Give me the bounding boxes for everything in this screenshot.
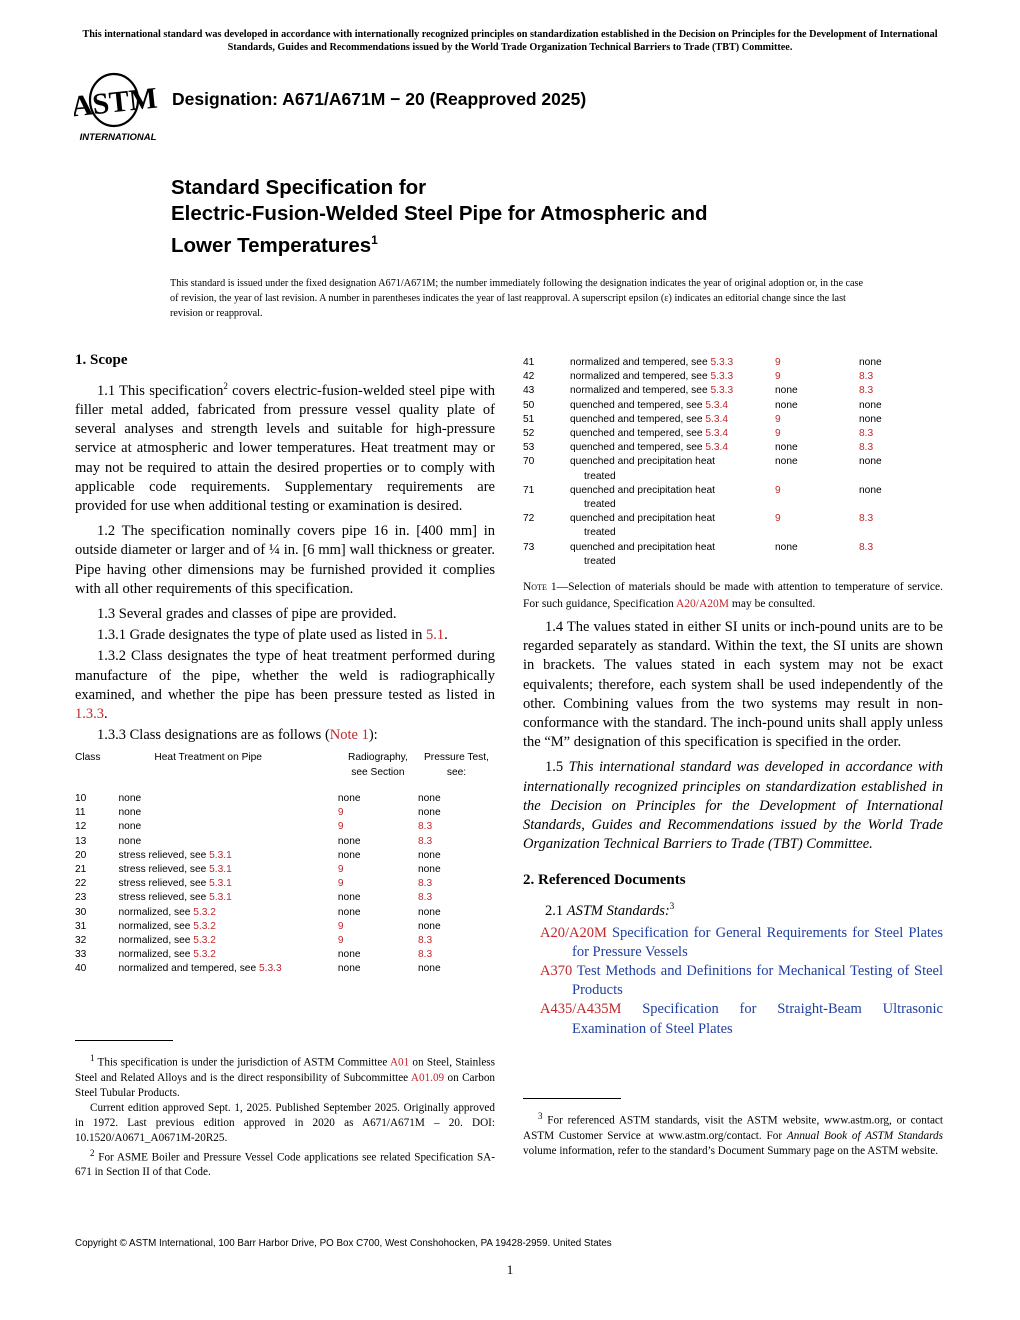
reference-item <box>540 1000 943 1038</box>
header-heat: Heat Treatment on Pipe <box>154 752 262 764</box>
class-cell: 71 <box>523 484 535 496</box>
heat-treatment-cell: none <box>118 821 142 833</box>
class-cell: 22 <box>75 878 87 890</box>
pressure-test-cell: 8.3 <box>859 385 874 397</box>
reference-code-link[interactable]: A435/A435M <box>540 1001 622 1018</box>
class-table-left-row <box>75 891 495 905</box>
section-link[interactable]: 5.3.4 <box>705 399 729 411</box>
class-table-left-row <box>75 849 495 863</box>
header-radiography: Radiography, see Section <box>347 752 408 778</box>
logo-letters: ASTM <box>74 81 159 124</box>
heat-treatment-cell: normalized, see 5.3.2 <box>118 934 216 946</box>
class-table-right-row <box>523 356 943 370</box>
class-cell: 10 <box>75 792 87 804</box>
class-cell: 41 <box>523 357 535 368</box>
radiography-cell: none <box>337 963 361 975</box>
class-table-left <box>75 751 495 976</box>
radiography-cell: none <box>775 541 798 553</box>
heat-treatment-cell: quenched and tempered, see 5.3.4 <box>570 413 729 425</box>
class-table-right-row <box>523 399 943 413</box>
pressure-test-cell: none <box>417 963 441 975</box>
section-link[interactable]: 5.3.2 <box>193 949 216 961</box>
class-table-right-row <box>523 484 943 512</box>
class-table-left-row <box>75 962 495 976</box>
class-cell: 13 <box>75 835 87 847</box>
radiography-cell: 9 <box>337 863 344 875</box>
class-cell: 73 <box>523 541 535 553</box>
heat-treatment-cell: quenched and precipitation heat treated <box>570 484 775 512</box>
class-cell: 21 <box>75 863 87 875</box>
footnote-3-mark[interactable]: 3 <box>669 901 675 912</box>
heat-treatment-cell: none <box>118 835 142 847</box>
pressure-test-cell: none <box>859 413 882 425</box>
link-1-3-3[interactable]: 1.3.3 <box>75 706 104 723</box>
pressure-test-cell: 8.3 <box>417 892 433 904</box>
para-1-4: 1.4 The values stated in either SI units or inch-pound units are to be regarded separately as standard. Within the text, the SI units are shown in brackets. The values stated in each system may not be exact equivalents; therefore, each system shall be used independently of the other. Combining values from the two systems may result in non-conformance with the standard. The inch-pound units shall apply unless the “M” designation of this specification is specified in the order. <box>523 619 943 751</box>
issuance-note: This standard is issued under the fixed designation A671/A671M; the number immediately following the designation indicates the year of original adoption or, in the case of revision, the year of last revision. A number in parentheses indicates the year of last reapproval. A superscript epsilon (ε) indicates an editorial change since the last revision or reapproval. <box>170 278 864 319</box>
reference-title[interactable]: Test Methods and Definitions for Mechanical Testing of Steel Products <box>572 962 943 999</box>
heat-treatment-cell: stress relieved, see 5.3.1 <box>118 892 232 904</box>
section-link[interactable]: 5.3.2 <box>193 934 216 946</box>
class-table-left-row <box>75 820 495 834</box>
radiography-cell: 9 <box>775 413 781 425</box>
pressure-test-cell: none <box>417 863 441 875</box>
class-table-right-row <box>523 512 943 540</box>
pressure-test-cell: 8.3 <box>417 878 433 890</box>
class-cell: 32 <box>75 934 87 946</box>
heat-treatment-cell: normalized, see 5.3.2 <box>118 906 216 918</box>
header-pressure: Pressure Test, see: <box>424 752 489 778</box>
class-cell: 50 <box>523 399 535 411</box>
footnote-1-edition: Current edition approved Sept. 1, 2025. Published September 2025. Originally approved in 1972. Last previous edition approved in 2020 as A671/A671M – 20. DOI: 10.1520/A0671_A0671M-20R25. <box>75 1101 495 1144</box>
radiography-cell: 9 <box>775 513 781 525</box>
pressure-test-cell: none <box>417 920 441 932</box>
para-1-3: 1.3 Several grades and classes of pipe are provided. <box>97 606 397 623</box>
class-table-right-row <box>523 541 943 569</box>
radiography-cell: none <box>775 399 798 411</box>
section-link[interactable]: 5.3.2 <box>193 920 216 932</box>
class-table-right-row <box>523 441 943 455</box>
pressure-test-cell: 8.3 <box>859 513 874 525</box>
class-cell: 51 <box>523 413 535 425</box>
reference-title[interactable]: Specification for Straight-Beam Ultrasonic Examination of Steel Plates <box>572 1001 943 1037</box>
pressure-test-cell: 8.3 <box>859 371 874 383</box>
title-line-3 <box>171 227 871 259</box>
pressure-test-cell: none <box>859 484 882 496</box>
class-cell: 70 <box>523 456 535 468</box>
radiography-cell: 9 <box>337 821 344 833</box>
para-1-3-3: 1.3.3 Class designations are as follows (Note 1): <box>97 727 378 744</box>
heat-treatment-cont: treated <box>584 499 616 511</box>
referenced-heading: 2. Referenced Documents <box>523 872 686 889</box>
class-cell: 72 <box>523 513 535 525</box>
footnote-1: $^1$ This specification is under the jurisdiction of ASTM Committee A01 on Steel, Stainless Steel and Related Alloys and is the direct responsibility of Subcommittee A01.09 on Carbon Steel Tubular Products. <box>75 1053 496 1099</box>
class-table-left-row <box>75 934 495 948</box>
heat-treatment-cell: normalized and tempered, see 5.3.3 <box>118 963 282 975</box>
class-cell: 52 <box>523 428 535 440</box>
class-cell: 20 <box>75 849 87 861</box>
note-1: Note 1—Selection of materials should be made with attention to temperature of service. For such guidance, Specification A20/A20M may be consulted. <box>523 581 943 610</box>
section-link[interactable]: 5.3.4 <box>705 413 729 425</box>
reference-item <box>540 924 943 962</box>
copyright-footer: Copyright © ASTM International, 100 Barr Harbor Drive, PO Box C700, West Conshohocken, PA 19428-2959. United States <box>75 1238 612 1249</box>
para-1-5: 1.5 This international standard was developed in accordance with internationally recognized principles on standardization established in the Decision on Principles for the Development of International Standards, Guides and Recommendations issued by the World Trade Organization Technical Barriers to Trade (TBT) Committee. <box>523 759 943 853</box>
link-5-1[interactable]: 5.1 <box>425 627 445 644</box>
pressure-test-cell: 8.3 <box>417 835 433 847</box>
footnotes-left <box>75 1040 495 1180</box>
class-table-left-row <box>75 806 495 820</box>
section-link[interactable]: 5.3.3 <box>258 963 282 975</box>
radiography-cell: none <box>775 385 798 397</box>
class-cell: 33 <box>75 949 87 961</box>
heat-treatment-cell: stress relieved, see 5.3.1 <box>118 863 232 875</box>
class-cell: 23 <box>75 892 87 904</box>
pressure-test-cell: none <box>859 357 882 368</box>
link-a01-09[interactable]: A01.09 <box>410 1071 445 1084</box>
class-table-right-row <box>523 413 943 427</box>
class-table-right-row <box>523 370 943 384</box>
class-table-right-row <box>523 455 943 483</box>
section-link[interactable]: 5.3.2 <box>193 906 216 918</box>
section-link[interactable]: 5.3.4 <box>705 442 729 454</box>
radiography-cell: none <box>337 792 361 804</box>
reference-code-link[interactable]: A370 <box>540 962 573 979</box>
heat-treatment-cell: quenched and precipitation heat treated <box>570 455 775 483</box>
astm-logo <box>74 72 160 144</box>
pressure-test-cell: 8.3 <box>859 428 874 440</box>
reference-item <box>540 962 943 1000</box>
class-table-right <box>523 356 943 569</box>
heat-treatment-cell: stress relieved, see 5.3.1 <box>118 849 232 861</box>
pressure-test-cell: 8.3 <box>417 821 433 833</box>
para-1-1: 1.1 This specification$^2$ covers electric-fusion-welded steel pipe with filler metal added, fabricated from pressure vessel quality plate of several analyses and strength levels and suitable for high-pressure service at atmospheric and lower temperatures. Heat treatment may or may not be required to attain the desired properties or to comply with applicable code requirements. Supplementary requirements are provided for use when additional testing or examination is desired. <box>75 381 495 515</box>
class-table-left-row <box>75 863 495 877</box>
class-cell: 40 <box>75 963 87 975</box>
section-link[interactable]: 5.3.3 <box>710 357 734 368</box>
para-1-3-1: 1.3.1 Grade designates the type of plate used as listed in 5.1. <box>97 627 448 644</box>
heat-treatment-cell: stress relieved, see 5.3.1 <box>118 878 232 890</box>
class-cell: 42 <box>523 371 535 383</box>
heat-treatment-cont: treated <box>584 555 616 567</box>
section-link[interactable]: 5.3.3 <box>710 371 734 383</box>
astm-logo-icon <box>74 72 160 144</box>
section-link[interactable]: 5.3.1 <box>209 849 232 861</box>
radiography-cell: 9 <box>775 357 781 368</box>
class-table-right-row <box>523 384 943 398</box>
radiography-cell: 9 <box>775 484 781 496</box>
logo-subtext: INTERNATIONAL <box>79 132 157 143</box>
reference-code-link[interactable]: A20/A20M <box>540 924 607 941</box>
footnote-3: $^3$ For referenced ASTM standards, visit the ASTM website, www.astm.org, or contact ASTM Customer Service at www.astm.org/contact. For Annual Book of ASTM Standards volume information, refer to the standard’s Document Summary page on the ASTM website. <box>523 1111 943 1157</box>
radiography-cell: none <box>337 835 361 847</box>
reference-title[interactable]: Specification for General Requirements for Steel Plates for Pressure Vessels <box>572 924 943 960</box>
title-line-3-text: Lower Temperatures <box>171 233 372 257</box>
pressure-test-cell: none <box>417 849 441 861</box>
title-line-1: Standard Specification for <box>171 176 427 199</box>
document-title <box>171 175 871 259</box>
designation: Designation: A671/A671M − 20 (Reapproved 2025) <box>172 89 587 109</box>
heat-treatment-cell: normalized and tempered, see 5.3.3 <box>570 385 734 397</box>
para-1-2: 1.2 The specification nominally covers pipe 16 in. [400 mm] in outside diameter or larger and of ¼ in. [6 mm] wall thickness or greater. Pipe having other dimensions may be furnished provided it complies with all other requirements of this specification. <box>75 523 495 597</box>
scope-heading: 1. Scope <box>75 352 128 368</box>
pressure-test-cell: 8.3 <box>417 934 433 946</box>
section-link[interactable]: 5.3.1 <box>209 863 232 875</box>
heat-treatment-cell: normalized and tempered, see 5.3.3 <box>570 357 734 368</box>
section-link[interactable]: 5.3.1 <box>209 892 232 904</box>
radiography-cell: 9 <box>337 920 344 932</box>
para-1-3-2: 1.3.2 Class designates the type of heat treatment performed during manufacture of the pipe, whether the weld is radiographically examined, and whether the pipe has been pressure tested as listed in 1.3.3. <box>75 648 495 723</box>
title-footnote-mark[interactable]: 1 <box>371 233 378 247</box>
pressure-test-cell: 8.3 <box>859 442 874 454</box>
heat-treatment-cell: quenched and precipitation heat treated <box>570 512 775 540</box>
section-link[interactable]: 5.3.4 <box>705 428 729 440</box>
section-link[interactable]: 5.3.1 <box>209 878 232 890</box>
heat-treatment-cell: none <box>118 792 142 804</box>
pressure-test-cell: none <box>859 456 882 468</box>
footnote-rule <box>75 1040 173 1041</box>
radiography-cell: none <box>337 849 361 861</box>
class-table-header <box>75 751 495 779</box>
heat-treatment-cont: treated <box>584 470 616 482</box>
title-line-2: Electric-Fusion-Welded Steel Pipe for Atmospheric and <box>171 202 708 225</box>
class-table-left-row <box>75 948 495 962</box>
heat-treatment-cell: normalized, see 5.3.2 <box>118 949 216 961</box>
class-cell: 43 <box>523 385 535 397</box>
heat-treatment-cell: quenched and tempered, see 5.3.4 <box>570 428 729 440</box>
class-cell: 12 <box>75 821 87 833</box>
radiography-cell: 9 <box>337 934 344 946</box>
radiography-cell: 9 <box>775 428 781 440</box>
pressure-test-cell: none <box>417 906 441 918</box>
heat-treatment-cell: normalized, see 5.3.2 <box>118 920 216 932</box>
header-class: Class <box>75 752 101 764</box>
top-notice: This international standard was developed in accordance with internationally recognized principles on standardization established in the Decision on Principles for the Development of International Standards, Guides and Recommendations issued by the World Trade Organization Technical Barriers to Trade (TBT) Committee. <box>82 29 938 53</box>
note-1-label: Note 1 <box>523 581 557 594</box>
footnote-2: $^2$ For ASME Boiler and Pressure Vessel Code applications see related Specification SA-671 in Section II of that Code. <box>75 1147 495 1179</box>
pressure-test-cell: 8.3 <box>859 541 874 553</box>
heat-treatment-cell: quenched and tempered, see 5.3.4 <box>570 399 729 411</box>
right-column <box>523 356 943 1039</box>
class-table-left-row <box>75 835 495 849</box>
radiography-cell: 9 <box>775 371 781 383</box>
link-a20[interactable]: A20/A20M <box>675 597 730 610</box>
radiography-cell: 9 <box>337 807 344 819</box>
class-table-left-row <box>75 906 495 920</box>
radiography-cell: none <box>775 456 798 468</box>
radiography-cell: none <box>337 906 361 918</box>
class-table-left-row <box>75 792 495 806</box>
left-column <box>75 352 495 977</box>
heat-treatment-cell: quenched and precipitation heat treated <box>570 541 775 569</box>
radiography-cell: none <box>775 442 798 454</box>
page-number: 1 <box>506 1262 514 1277</box>
link-a01[interactable]: A01 <box>389 1056 410 1069</box>
heat-treatment-cell: none <box>118 807 142 819</box>
class-cell: 30 <box>75 906 87 918</box>
para-2-1: 2.1 ASTM Standards:$^3$ <box>545 901 675 920</box>
class-cell: 11 <box>75 807 86 819</box>
heat-treatment-cell: normalized and tempered, see 5.3.3 <box>570 371 734 383</box>
class-table-left-row <box>75 877 495 891</box>
pressure-test-cell: none <box>417 792 441 804</box>
class-cell: 31 <box>75 920 87 932</box>
link-note-1[interactable]: Note 1 <box>329 727 369 744</box>
heat-treatment-cont: treated <box>584 527 616 539</box>
pressure-test-cell: 8.3 <box>417 949 433 961</box>
class-table-right-row <box>523 427 943 441</box>
footnotes-right <box>523 1098 943 1159</box>
section-link[interactable]: 5.3.3 <box>710 385 734 397</box>
radiography-cell: none <box>337 892 361 904</box>
heat-treatment-cell: quenched and tempered, see 5.3.4 <box>570 442 729 454</box>
class-table-left-row <box>75 920 495 934</box>
pressure-test-cell: none <box>859 399 882 411</box>
footnote-rule-right <box>523 1098 621 1099</box>
class-cell: 53 <box>523 442 535 454</box>
reference-list <box>523 924 943 1039</box>
pressure-test-cell: none <box>417 807 441 819</box>
radiography-cell: none <box>337 949 361 961</box>
footnote-2-mark[interactable]: 2 <box>223 381 228 391</box>
radiography-cell: 9 <box>337 878 344 890</box>
